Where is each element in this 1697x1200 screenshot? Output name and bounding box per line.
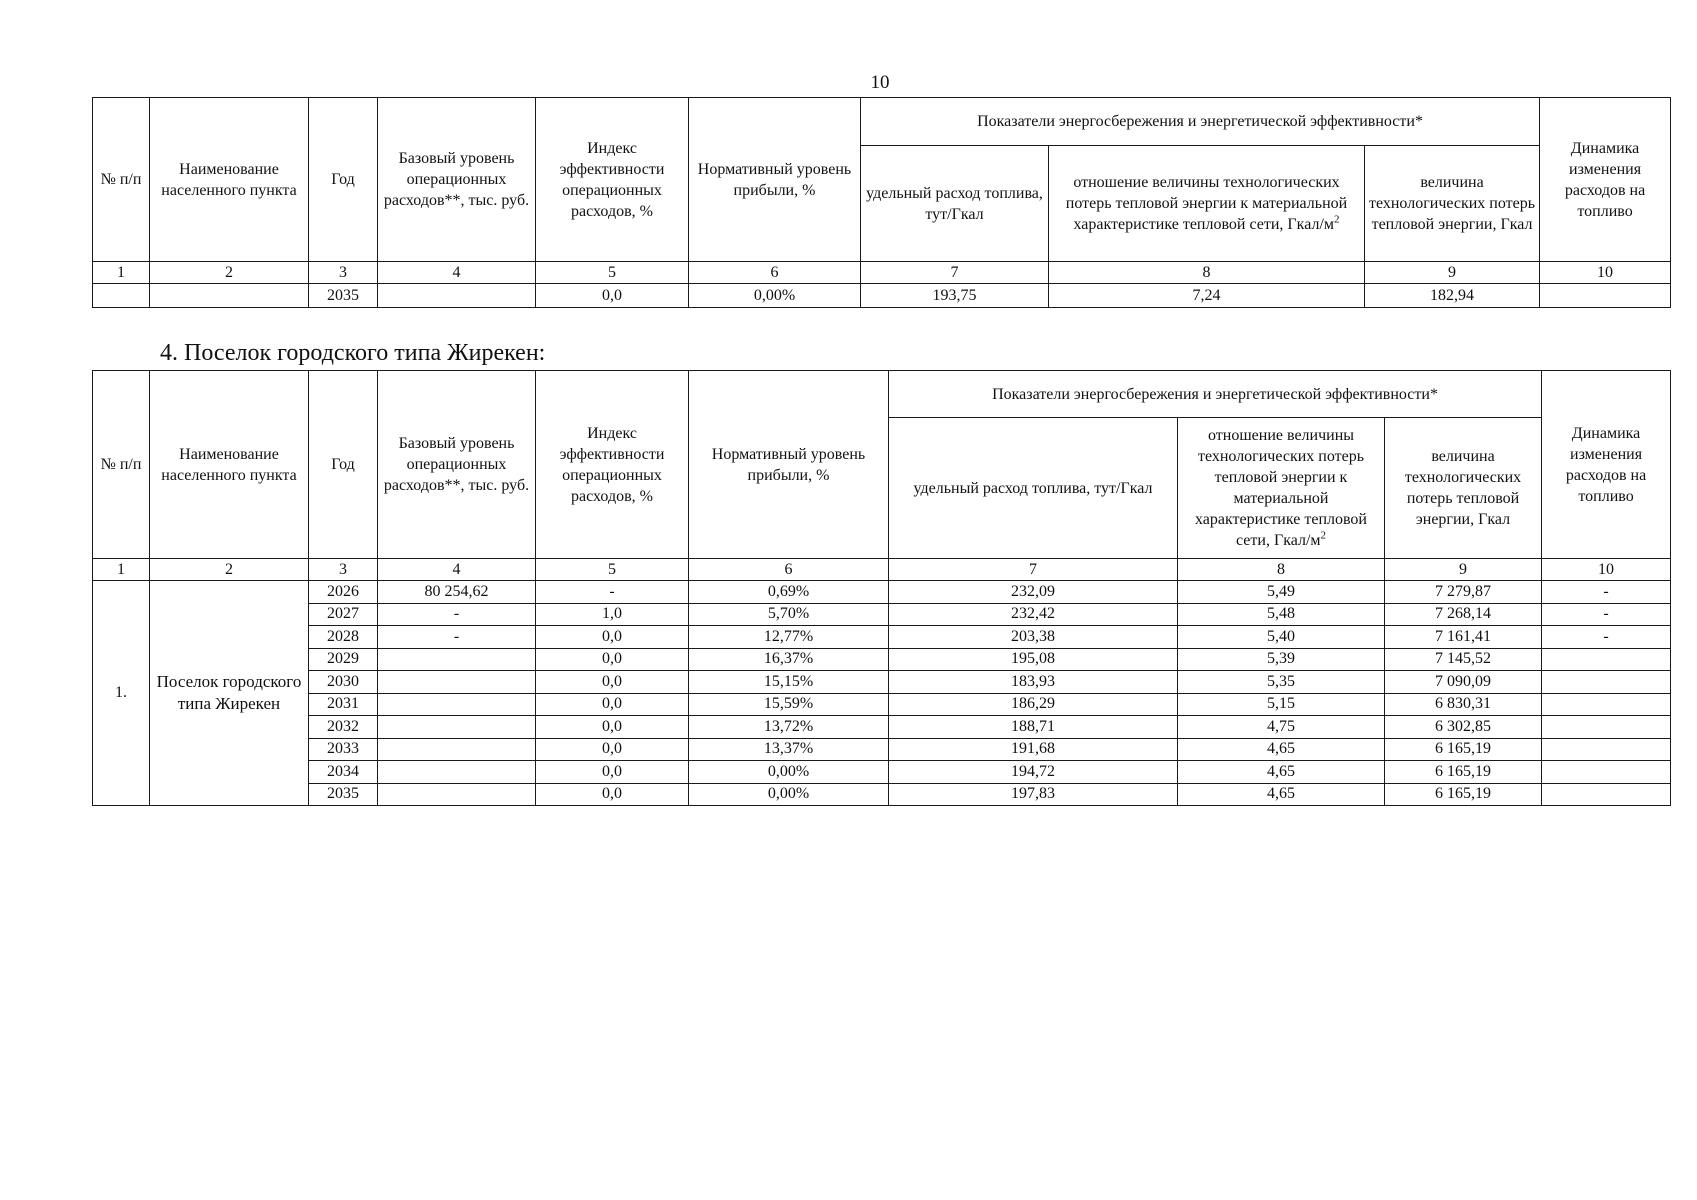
page-number: 10 — [870, 72, 890, 93]
cell-fuel: 193,75 — [861, 284, 1049, 308]
header-base-opex: Базовый уровень операционных расходов**, тыс. руб. — [378, 98, 536, 262]
cell-ratio: 4,75 — [1178, 716, 1385, 739]
column-number: 5 — [536, 559, 689, 581]
cell-base: - — [378, 603, 536, 626]
table-row — [93, 671, 1671, 694]
cell-profit: 15,59% — [689, 693, 889, 716]
cell-index: 0,0 — [536, 693, 689, 716]
cell-settlement-name: Поселок городского типа Жирекен — [150, 581, 309, 806]
cell-year: 2030 — [309, 671, 378, 694]
cell-index: 0,0 — [536, 671, 689, 694]
cell-profit: 13,37% — [689, 738, 889, 761]
cell-base — [378, 693, 536, 716]
column-number: 10 — [1540, 262, 1671, 284]
cell-base — [378, 648, 536, 671]
column-number: 6 — [689, 559, 889, 581]
cell-ratio: 4,65 — [1178, 783, 1385, 806]
cell-losses: 7 090,09 — [1385, 671, 1542, 694]
column-number: 4 — [378, 559, 536, 581]
cell-year: 2026 — [309, 581, 378, 604]
cell-losses: 7 279,87 — [1385, 581, 1542, 604]
header-base-opex: Базовый уровень операционных расходов**, тыс. руб. — [378, 371, 536, 559]
header-tech-losses: величина технологических потерь тепловой энергии, Гкал — [1365, 146, 1540, 262]
cell-profit: 15,15% — [689, 671, 889, 694]
header-energy-indicators: Показатели энергосбережения и энергетической эффективности* — [889, 371, 1542, 418]
cell-profit: 0,00% — [689, 761, 889, 784]
cell-losses: 6 165,19 — [1385, 738, 1542, 761]
cell-year: 2035 — [309, 284, 378, 308]
cell-base — [378, 671, 536, 694]
column-number: 6 — [689, 262, 861, 284]
cell-dynamics — [1542, 693, 1671, 716]
cell-fuel: 186,29 — [889, 693, 1178, 716]
header-loss-ratio-sup: 2 — [1334, 213, 1340, 226]
cell-losses: 6 165,19 — [1385, 783, 1542, 806]
cell-year: 2035 — [309, 783, 378, 806]
cell-base: 80 254,62 — [378, 581, 536, 604]
cell-fuel: 194,72 — [889, 761, 1178, 784]
table-row — [93, 716, 1671, 739]
cell-losses: 6 302,85 — [1385, 716, 1542, 739]
table-row — [93, 603, 1671, 626]
cell-ratio: 7,24 — [1049, 284, 1365, 308]
column-number: 4 — [378, 262, 536, 284]
section-title: 4. Поселок городского типа Жирекен: — [160, 340, 546, 366]
cell-year: 2027 — [309, 603, 378, 626]
cell-index: 1,0 — [536, 603, 689, 626]
column-number: 1 — [93, 262, 150, 284]
cell-dynamics: - — [1542, 626, 1671, 649]
header-profit-level: Нормативный уровень прибыли, % — [689, 98, 861, 262]
cell-profit: 12,77% — [689, 626, 889, 649]
header-efficiency-index: Индекс эффективности операционных расходов, % — [536, 98, 689, 262]
cell-fuel: 197,83 — [889, 783, 1178, 806]
cell-ratio: 5,40 — [1178, 626, 1385, 649]
cell-year: 2032 — [309, 716, 378, 739]
cell-fuel: 232,42 — [889, 603, 1178, 626]
cell-losses: 7 145,52 — [1385, 648, 1542, 671]
header-loss-ratio-text: отношение величины технологических потерь тепловой энергии к материальной характеристике тепловой сети, Гкал/м — [1065, 174, 1348, 233]
cell-ratio: 5,49 — [1178, 581, 1385, 604]
cell-year: 2034 — [309, 761, 378, 784]
cell-num: 1. — [93, 581, 150, 806]
cell-index: 0,0 — [536, 761, 689, 784]
table-row — [93, 581, 1671, 604]
cell-profit: 5,70% — [689, 603, 889, 626]
header-name: Наименование населенного пункта — [150, 98, 309, 262]
header-efficiency-index: Индекс эффективности операционных расходов, % — [536, 371, 689, 559]
column-number: 5 — [536, 262, 689, 284]
cell-fuel: 203,38 — [889, 626, 1178, 649]
cell-year: 2033 — [309, 738, 378, 761]
cell-profit: 16,37% — [689, 648, 889, 671]
header-tech-losses: величина технологических потерь тепловой энергии, Гкал — [1385, 418, 1542, 559]
header-loss-ratio-sup: 2 — [1320, 529, 1327, 542]
cell-index: 0,0 — [536, 783, 689, 806]
column-number: 9 — [1365, 262, 1540, 284]
cell-base: - — [378, 626, 536, 649]
cell-fuel: 191,68 — [889, 738, 1178, 761]
header-loss-ratio — [1049, 146, 1365, 262]
table-row — [93, 783, 1671, 806]
cell-losses: 7 161,41 — [1385, 626, 1542, 649]
cell-dynamics — [1542, 761, 1671, 784]
cell-index: 0,0 — [536, 738, 689, 761]
column-number: 8 — [1049, 262, 1365, 284]
cell-profit: 0,00% — [689, 284, 861, 308]
cell-ratio: 4,65 — [1178, 761, 1385, 784]
cell-dynamics — [1540, 284, 1671, 308]
cell-losses: 6 165,19 — [1385, 761, 1542, 784]
cell-base — [378, 761, 536, 784]
cell-dynamics — [1542, 648, 1671, 671]
cell-index: - — [536, 581, 689, 604]
cell-dynamics — [1542, 716, 1671, 739]
cell-year: 2029 — [309, 648, 378, 671]
column-number: 2 — [150, 559, 309, 581]
cell-year: 2028 — [309, 626, 378, 649]
column-number: 9 — [1385, 559, 1542, 581]
cell-ratio: 5,35 — [1178, 671, 1385, 694]
table-row — [93, 738, 1671, 761]
cell-base — [378, 284, 536, 308]
table-row — [93, 693, 1671, 716]
header-fuel-dynamics: Динамика изменения расходов на топливо — [1540, 98, 1671, 262]
cell-base — [378, 783, 536, 806]
header-num: № п/п — [93, 98, 150, 262]
cell-losses: 7 268,14 — [1385, 603, 1542, 626]
cell-dynamics — [1542, 738, 1671, 761]
cell-index: 0,0 — [536, 716, 689, 739]
cell-ratio: 5,39 — [1178, 648, 1385, 671]
column-number: 7 — [861, 262, 1049, 284]
cell-ratio: 5,15 — [1178, 693, 1385, 716]
column-number: 10 — [1542, 559, 1671, 581]
cell-fuel: 195,08 — [889, 648, 1178, 671]
cell-losses: 6 830,31 — [1385, 693, 1542, 716]
column-number: 1 — [93, 559, 150, 581]
cell-year: 2031 — [309, 693, 378, 716]
header-fuel-dynamics: Динамика изменения расходов на топливо — [1542, 371, 1671, 559]
table-row — [93, 761, 1671, 784]
cell-index: 0,0 — [536, 626, 689, 649]
header-loss-ratio — [1178, 418, 1385, 559]
column-number: 8 — [1178, 559, 1385, 581]
header-profit-level: Нормативный уровень прибыли, % — [689, 371, 889, 559]
cell-fuel: 232,09 — [889, 581, 1178, 604]
column-number: 3 — [309, 262, 378, 284]
cell-dynamics — [1542, 671, 1671, 694]
cell-profit: 0,69% — [689, 581, 889, 604]
cell-profit: 0,00% — [689, 783, 889, 806]
header-num: № п/п — [93, 371, 150, 559]
cell-base — [378, 716, 536, 739]
header-energy-indicators: Показатели энергосбережения и энергетической эффективности* — [861, 98, 1540, 146]
cell-profit: 13,72% — [689, 716, 889, 739]
column-number: 2 — [150, 262, 309, 284]
cell-ratio: 5,48 — [1178, 603, 1385, 626]
zhireken-indicators-table — [92, 370, 1671, 806]
cell-dynamics — [1542, 783, 1671, 806]
cell-dynamics: - — [1542, 603, 1671, 626]
cell-index: 0,0 — [536, 284, 689, 308]
cell-fuel: 188,71 — [889, 716, 1178, 739]
header-fuel-rate: удельный расход топлива, тут/Гкал — [861, 146, 1049, 262]
cell-num — [93, 284, 150, 308]
header-fuel-rate: удельный расход топлива, тут/Гкал — [889, 418, 1178, 559]
header-name: Наименование населенного пункта — [150, 371, 309, 559]
table-row — [93, 626, 1671, 649]
header-year: Год — [309, 371, 378, 559]
cell-base — [378, 738, 536, 761]
cell-name — [150, 284, 309, 308]
header-year: Год — [309, 98, 378, 262]
cell-index: 0,0 — [536, 648, 689, 671]
column-number: 3 — [309, 559, 378, 581]
table-row — [93, 648, 1671, 671]
energy-indicators-table-continued — [92, 97, 1671, 308]
header-loss-ratio-text: отношение величины технологических потерь тепловой энергии к материальной характеристике тепловой сети, Гкал/м — [1195, 427, 1367, 549]
cell-ratio: 4,65 — [1178, 738, 1385, 761]
column-number: 7 — [889, 559, 1178, 581]
cell-dynamics: - — [1542, 581, 1671, 604]
cell-fuel: 183,93 — [889, 671, 1178, 694]
table-row — [93, 284, 1671, 308]
cell-losses: 182,94 — [1365, 284, 1540, 308]
